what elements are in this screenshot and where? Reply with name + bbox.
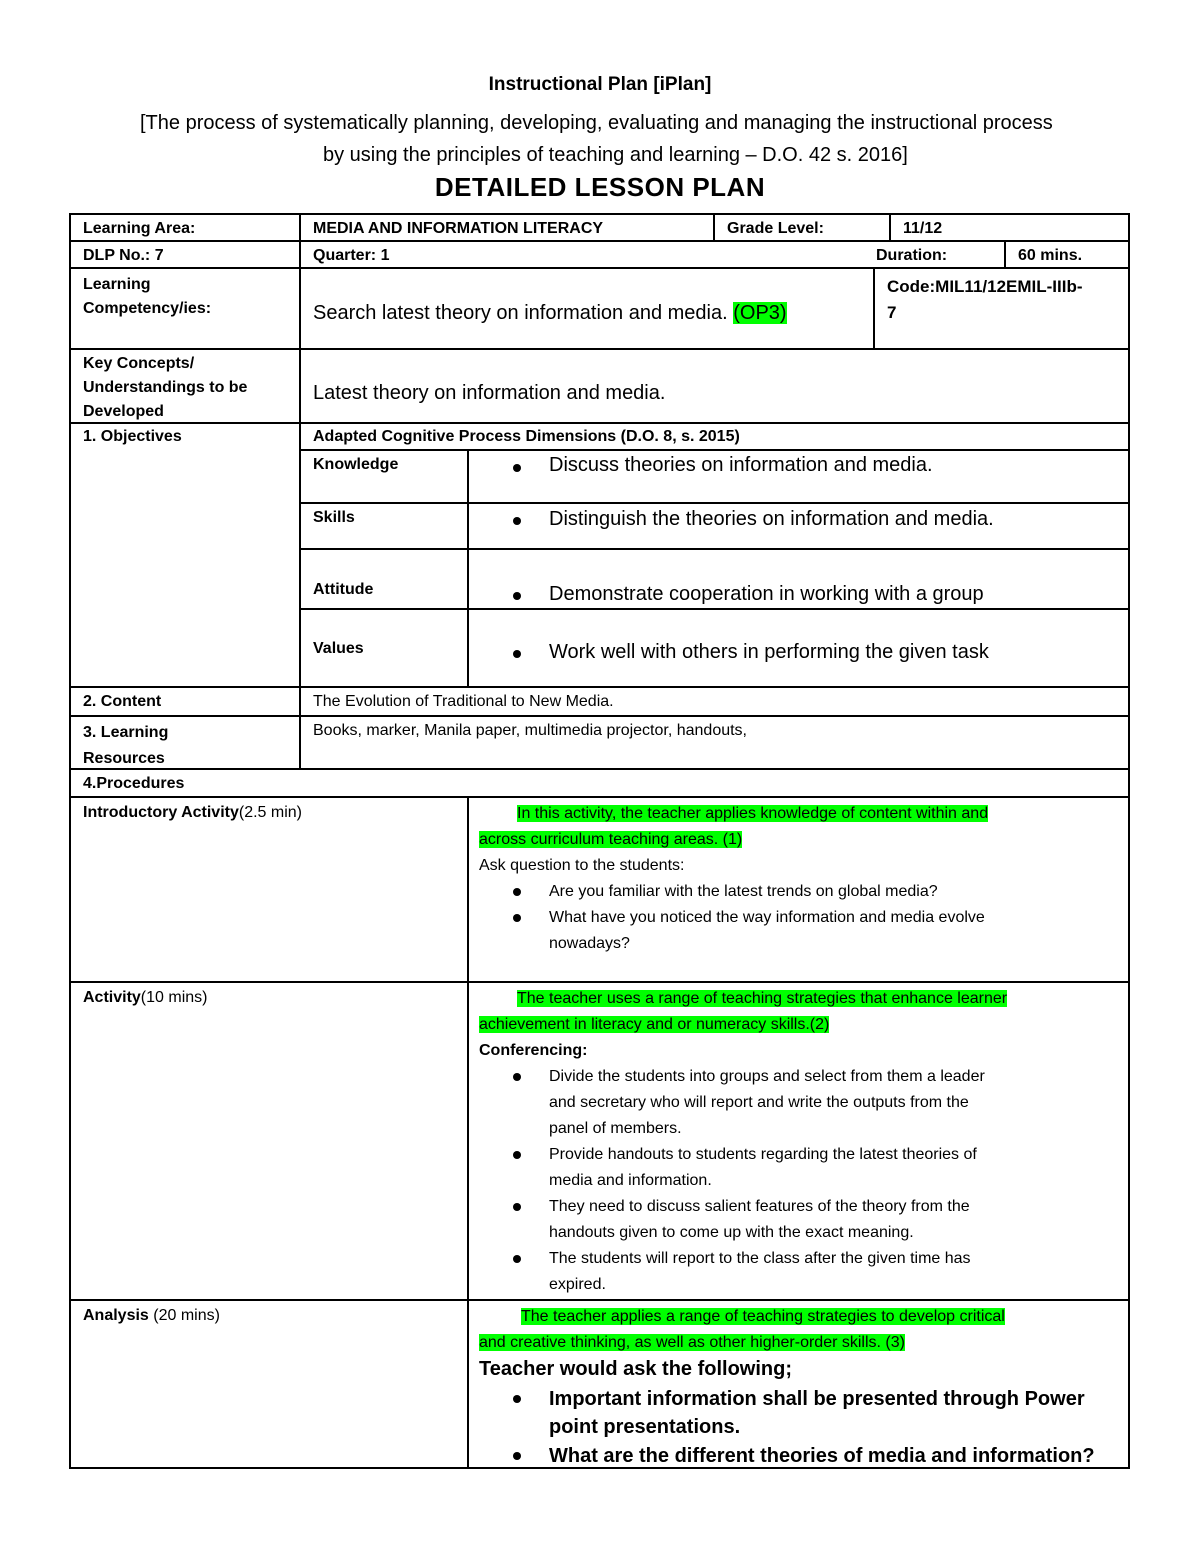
- objective-domain-attitude: Attitude: [313, 581, 374, 598]
- objective-domain-cell: [299, 449, 469, 504]
- activity-label-bold: Activity: [83, 989, 141, 1006]
- activity-label: [83, 989, 207, 1007]
- dlp-cell: [69, 240, 301, 269]
- activity-bullet-list: [469, 1064, 1129, 1298]
- content-text: The Evolution of Traditional to New Media.: [313, 693, 614, 710]
- analysis-body: [479, 1304, 1124, 1356]
- document-subtitle: [140, 107, 1130, 171]
- objective-domain-values: Values: [313, 640, 364, 657]
- objective-text-cell: [467, 608, 1130, 688]
- key-concepts-text: Latest theory on information and media.: [313, 382, 666, 404]
- objective-domain-cell: [299, 548, 469, 610]
- analysis-label-bold: Analysis: [83, 1307, 149, 1324]
- learning-area-value: MEDIA AND INFORMATION LITERACY: [313, 220, 604, 237]
- bullet-icon: [513, 914, 521, 922]
- list-item-text: nowadays?: [549, 935, 630, 952]
- objective-values-text: Work well with others in performing the given task: [549, 641, 989, 663]
- resources-text: Books, marker, Manila paper, multimedia projector, handouts,: [313, 722, 747, 739]
- intro-lead: Ask question to the students:: [479, 857, 685, 874]
- intro-body-cell: [467, 796, 1130, 983]
- analysis-label: [83, 1307, 220, 1325]
- key-concepts-text-cell: [299, 348, 1130, 424]
- objective-domain-knowledge: Knowledge: [313, 456, 399, 473]
- objective-skills-text: Distinguish the theories on information and media.: [549, 508, 994, 530]
- bullet-icon: [513, 1151, 521, 1159]
- resources-text-cell: [299, 715, 1130, 770]
- grade-level-label: Grade Level:: [727, 220, 824, 237]
- competency-label-cell: [69, 267, 301, 350]
- objectives-label-cell: [69, 422, 301, 688]
- list-item-text: What are the different theories of media and information?: [549, 1445, 1095, 1467]
- key-concepts-line: Key Concepts/: [83, 355, 195, 372]
- list-item-text: handouts given to come up with the exact meaning.: [549, 1224, 914, 1241]
- list-item-text: and secretary who will report and write the outputs from the: [549, 1094, 969, 1111]
- resources-label-cell: [69, 715, 301, 770]
- list-item-text: panel of members.: [549, 1120, 682, 1137]
- bullet-icon: [513, 1255, 521, 1263]
- dlp-number: DLP No.: 7: [83, 247, 164, 264]
- competency-code: [887, 274, 1083, 326]
- analysis-label-duration: (20 mins): [148, 1307, 220, 1324]
- quarter-value: Quarter: 1: [313, 247, 390, 264]
- resources-label-line: Resources: [83, 750, 165, 767]
- objectives-header-cell: [299, 422, 1130, 451]
- analysis-bullet-list: [469, 1385, 1129, 1470]
- list-item-text: They need to discuss salient features of the theory from the: [549, 1198, 970, 1215]
- intro-label-bold: Introductory Activity: [83, 804, 239, 821]
- quarter-cell: [299, 240, 1006, 269]
- activity-label-cell: [69, 981, 469, 1301]
- bullet-icon: [513, 650, 521, 658]
- bullet-icon: [513, 592, 521, 600]
- grade-level-value: 11/12: [903, 220, 943, 237]
- subtitle-line-2: by using the principles of teaching and learning – D.O. 42 s. 2016]: [323, 144, 908, 166]
- key-concepts-line: Developed: [83, 403, 164, 420]
- list-item: [469, 879, 1129, 905]
- list-item: [469, 1385, 1129, 1442]
- procedures-label: 4.Procedures: [83, 775, 185, 792]
- subtitle-line-1: [The process of systematically planning, developing, evaluating and managing the instructional process: [140, 112, 1053, 134]
- list-item-text: expired.: [549, 1276, 606, 1293]
- intro-highlight: across curriculum teaching areas. (1): [479, 831, 743, 848]
- analysis-highlight: and creative thinking, as well as other higher-order skills. (3): [479, 1334, 905, 1351]
- list-item-text: Important information shall be presented through Power: [549, 1388, 1085, 1410]
- code-line: 7: [887, 303, 897, 322]
- list-item: [469, 1194, 1129, 1246]
- analysis-body-cell: [467, 1299, 1130, 1469]
- competency-tag: (OP3): [733, 302, 787, 324]
- duration-value-cell: [1004, 240, 1130, 269]
- competency-text: [313, 302, 787, 325]
- objectives-label: 1. Objectives: [83, 428, 182, 445]
- bullet-icon: [513, 1203, 521, 1211]
- activity-body-cell: [467, 981, 1130, 1301]
- code-cell: [873, 267, 1130, 350]
- activity-body: [479, 986, 1124, 1064]
- objective-text-cell: [467, 502, 1130, 550]
- intro-body: [479, 801, 1119, 879]
- duration-label: Duration:: [876, 247, 948, 264]
- resources-label-line: 3. Learning: [83, 724, 169, 741]
- bullet-icon: [513, 1395, 521, 1403]
- intro-label-duration: (2.5 min): [238, 804, 302, 821]
- objective-knowledge-text: Discuss theories on information and media.: [549, 454, 933, 476]
- activity-highlight: achievement in literacy and or numeracy skills.(2): [479, 1016, 830, 1033]
- learning-area-label-cell: [69, 213, 301, 242]
- activity-label-duration: (10 mins): [140, 989, 208, 1006]
- list-item: [469, 1246, 1129, 1298]
- objective-domain-cell: [299, 608, 469, 688]
- duration-value: 60 mins.: [1018, 247, 1083, 264]
- objective-text-cell: [467, 449, 1130, 504]
- resources-label: [83, 720, 168, 772]
- competency-text-cell: [299, 267, 875, 350]
- analysis-label-cell: [69, 1299, 469, 1469]
- learning-area-label: Learning Area:: [83, 220, 196, 237]
- bullet-icon: [513, 1452, 521, 1460]
- key-concepts-line: Understandings to be: [83, 379, 248, 396]
- analysis-lead: Teacher would ask the following;: [479, 1358, 792, 1380]
- grade-level-label-cell: [713, 213, 891, 242]
- competency-sentence: Search latest theory on information and media.: [313, 302, 728, 324]
- key-concepts-label-cell: [69, 348, 301, 424]
- bullet-icon: [513, 1073, 521, 1081]
- objective-domain-cell: [299, 502, 469, 550]
- content-label: 2. Content: [83, 693, 162, 710]
- competency-label-line: Learning: [83, 276, 151, 293]
- code-line: Code:MIL11/12EMIL-IIIb-: [887, 277, 1083, 296]
- list-item: [469, 905, 1129, 957]
- objectives-header: Adapted Cognitive Process Dimensions (D.O. 8, s. 2015): [313, 428, 740, 445]
- bullet-icon: [513, 464, 521, 472]
- learning-area-value-cell: [299, 213, 715, 242]
- list-item: [469, 1064, 1129, 1142]
- list-item-text: The students will report to the class after the given time has: [549, 1250, 971, 1267]
- list-item: [469, 1442, 1129, 1470]
- objective-domain-skills: Skills: [313, 509, 355, 526]
- list-item-text: Are you familiar with the latest trends on global media?: [549, 883, 938, 900]
- key-concepts-label: [83, 352, 247, 424]
- intro-bullet-list: [469, 879, 1129, 957]
- grade-level-value-cell: [889, 213, 1130, 242]
- content-label-cell: [69, 686, 301, 717]
- activity-highlight: The teacher uses a range of teaching strategies that enhance learner: [517, 990, 1008, 1007]
- list-item-text: media and information.: [549, 1172, 712, 1189]
- objective-attitude-text: Demonstrate cooperation in working with a group: [549, 583, 984, 605]
- list-item-text: Divide the students into groups and select from them a leader: [549, 1068, 985, 1085]
- document-title: Instructional Plan [iPlan]: [488, 74, 712, 95]
- intro-highlight: In this activity, the teacher applies knowledge of content within and: [517, 805, 989, 822]
- list-item-text: point presentations.: [549, 1416, 741, 1438]
- competency-label-line: Competency/ies:: [83, 300, 212, 317]
- list-item-text: Provide handouts to students regarding the latest theories of: [549, 1146, 977, 1163]
- analysis-highlight: The teacher applies a range of teaching strategies to develop critical: [521, 1308, 1005, 1325]
- content-text-cell: [299, 686, 1130, 717]
- list-item: [469, 1142, 1129, 1194]
- bullet-icon: [513, 888, 521, 896]
- intro-label-cell: [69, 796, 469, 983]
- intro-label: [83, 804, 302, 822]
- objective-text-cell: [467, 548, 1130, 610]
- plan-title: DETAILED LESSON PLAN: [434, 172, 766, 202]
- bullet-icon: [513, 517, 521, 525]
- procedures-label-cell: [69, 768, 1130, 798]
- competency-label: [83, 273, 211, 321]
- activity-lead: Conferencing:: [479, 1042, 588, 1059]
- list-item-text: What have you noticed the way information and media evolve: [549, 909, 985, 926]
